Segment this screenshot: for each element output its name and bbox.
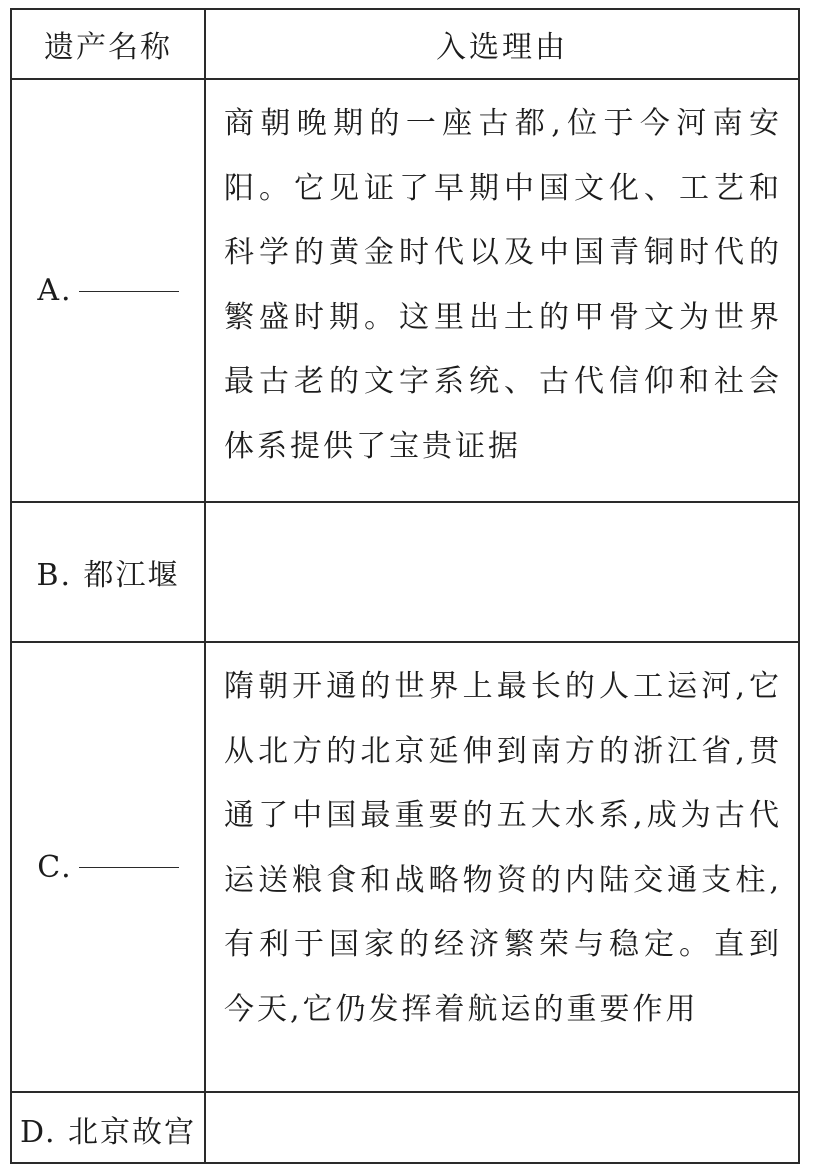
row-a-name-cell	[12, 80, 206, 501]
row-c-reason: 隋朝开通的世界上最长的人工运河,它从北方的北京延伸到南方的浙江省,贯通了中国最重要的五大水系,成为古代运送粮食和战略物资的内陆交通支柱,有利于国家的经济繁荣与稳定。直到今天,它仍发挥着航运的重要作用	[224, 669, 782, 1027]
table-row-d	[12, 1093, 798, 1164]
row-a-name: A.	[37, 273, 73, 308]
heritage-table	[10, 8, 800, 1164]
row-b-name: B. 都江堰	[12, 503, 206, 641]
table-row-c	[12, 643, 798, 1093]
row-d-name: D. 北京故宫	[12, 1093, 206, 1164]
header-selection-reason: 入选理由	[436, 30, 568, 65]
row-a-reason: 商朝晚期的一座古都,位于今河南安阳。它见证了早期中国文化、工艺和科学的黄金时代以及中国青铜时代的繁盛时期。这里出土的甲骨文为世界最古老的文字系统、古代信仰和社会体系提供了宝贵证据	[224, 106, 782, 464]
row-b-reason-cell	[206, 503, 798, 641]
header-heritage-name: 遗产名称	[12, 10, 206, 78]
row-c-reason-cell	[206, 643, 798, 1091]
row-c-name-cell	[12, 643, 206, 1091]
row-a-reason-cell	[206, 80, 798, 501]
table-header-row	[12, 10, 798, 80]
row-d-reason-cell	[206, 1093, 798, 1164]
row-c-name: C.	[37, 849, 73, 885]
row-c-answer-blank[interactable]	[79, 866, 179, 868]
table-row-b	[12, 503, 798, 643]
table-row-a	[12, 80, 798, 503]
row-a-answer-blank[interactable]	[79, 290, 179, 292]
